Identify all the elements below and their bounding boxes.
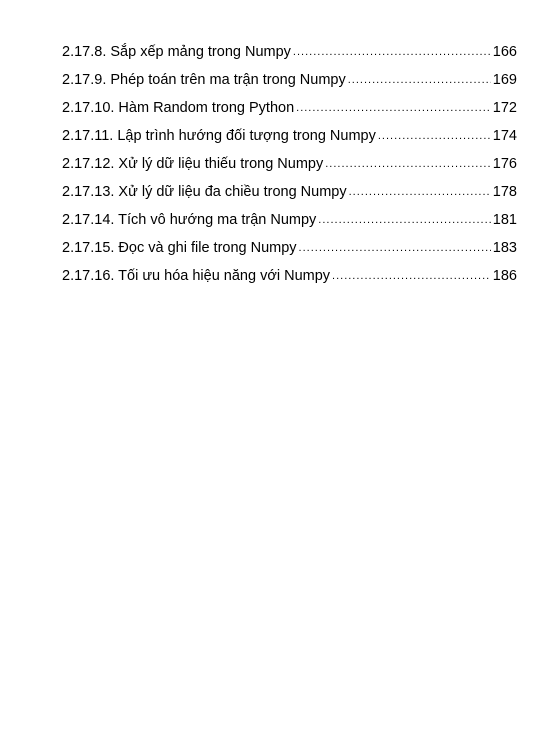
toc-entry-page-number: 166 — [492, 44, 517, 60]
toc-entry[interactable] — [62, 201, 517, 229]
toc-entry-title: 2.17.16. Tối ưu hóa hiệu năng với Numpy — [62, 268, 331, 284]
table-of-contents — [62, 33, 517, 285]
toc-entry-title: 2.17.12. Xử lý dữ liệu thiếu trong Numpy — [62, 156, 324, 172]
toc-entry-page-number: 174 — [492, 128, 517, 144]
toc-entry[interactable] — [62, 173, 517, 201]
toc-entry-page-number: 181 — [492, 212, 517, 228]
toc-entry-page-number: 172 — [492, 100, 517, 116]
toc-entry[interactable] — [62, 61, 517, 89]
dot-leader — [349, 187, 491, 198]
toc-entry-title: 2.17.8. Sắp xếp mảng trong Numpy — [62, 44, 291, 60]
dot-leader — [378, 131, 491, 142]
dot-leader — [325, 159, 491, 170]
toc-entry-page-number: 183 — [492, 240, 517, 256]
toc-entry-title: 2.17.13. Xử lý dữ liệu đa chiều trong Numpy — [62, 184, 347, 200]
toc-entry-page-number: 176 — [492, 156, 517, 172]
toc-entry[interactable] — [62, 117, 517, 145]
toc-entry[interactable] — [62, 89, 517, 117]
dot-leader — [348, 75, 491, 86]
toc-entry[interactable] — [62, 229, 517, 257]
dot-leader — [332, 271, 491, 282]
toc-entry-page-number: 178 — [492, 184, 517, 200]
toc-entry-title: 2.17.9. Phép toán trên ma trận trong Numpy — [62, 72, 346, 88]
toc-entry[interactable] — [62, 145, 517, 173]
dot-leader — [296, 103, 491, 114]
toc-entry-page-number: 169 — [492, 72, 517, 88]
dot-leader — [318, 215, 491, 226]
toc-entry-page-number: 186 — [492, 268, 517, 284]
toc-entry-title: 2.17.14. Tích vô hướng ma trận Numpy — [62, 212, 317, 228]
dot-leader — [293, 47, 491, 58]
dot-leader — [299, 243, 491, 254]
toc-entry[interactable] — [62, 257, 517, 285]
toc-entry-title: 2.17.11. Lập trình hướng đối tượng trong Numpy — [62, 128, 376, 144]
toc-entry[interactable] — [62, 33, 517, 61]
toc-entry-title: 2.17.15. Đọc và ghi file trong Numpy — [62, 240, 297, 256]
toc-entry-title: 2.17.10. Hàm Random trong Python — [62, 100, 295, 116]
